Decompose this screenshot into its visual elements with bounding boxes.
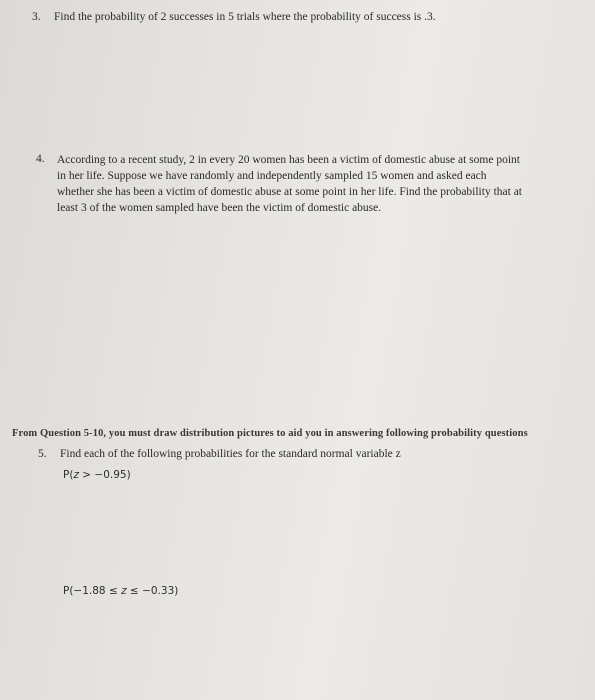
question-number: 4. — [36, 153, 45, 165]
question-number: 5. — [38, 448, 47, 460]
question-text-line: whether she has been a victim of domestic abuse at some point in her life. Find the probability that at — [57, 186, 522, 198]
question-text: Find the probability of 2 successes in 5 trials where the probability of success is .3. — [54, 11, 436, 23]
question-5 — [38, 447, 401, 462]
question-3 — [32, 10, 436, 25]
question-text: Find each of the following probabilities for the standard normal variable z — [60, 448, 401, 460]
section-instructions: From Question 5-10, you must draw distribution pictures to aid you in answering following probability questions — [12, 428, 528, 439]
question-text-line: in her life. Suppose we have randomly and independently sampled 15 women and asked each — [57, 170, 487, 182]
probability-expression-a: P(z > −0.95) — [63, 469, 131, 481]
question-text — [57, 152, 567, 216]
question-text-line: least 3 of the women sampled have been the victim of domestic abuse. — [57, 202, 382, 214]
question-text-line: According to a recent study, 2 in every 20 women has been a victim of domestic abuse at some point — [57, 154, 520, 166]
probability-expression-b: P(−1.88 ≤ z ≤ −0.33) — [63, 585, 179, 597]
question-number: 3. — [32, 11, 41, 23]
